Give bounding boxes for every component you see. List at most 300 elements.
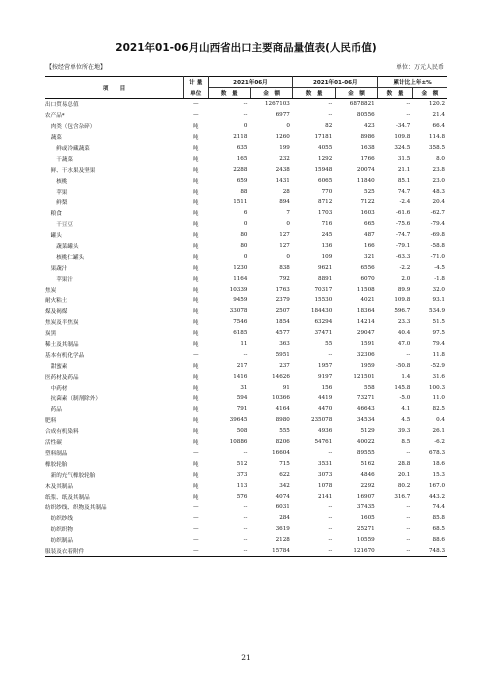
header-unit-top: 计 量	[183, 77, 208, 88]
month-quantity: 11	[240, 341, 248, 348]
cumulative-amount: 46643	[356, 406, 375, 413]
yoy-quantity: 1.4	[401, 373, 411, 380]
cumulative-quantity: --	[328, 515, 333, 522]
month-amount: 0	[286, 253, 290, 260]
table-row	[45, 415, 447, 426]
table-row	[45, 371, 447, 382]
table-row	[45, 448, 447, 459]
month-amount: 91	[282, 384, 290, 391]
yoy-quantity: 596.7	[394, 308, 411, 315]
table-row	[45, 273, 447, 284]
month-amount: 2379	[275, 297, 290, 304]
row-name: 新的充气橡胶轮胎	[45, 472, 96, 479]
header-period-cumulative: 2021年01-06月	[293, 77, 378, 88]
table-row	[45, 317, 447, 328]
row-unit: 吨	[192, 287, 199, 294]
cumulative-amount: 37435	[356, 504, 375, 511]
row-name: 出口贸易总值	[45, 102, 79, 109]
row-unit: 吨	[192, 440, 199, 447]
table-row	[45, 480, 447, 491]
yoy-quantity: --	[406, 504, 411, 511]
yoy-amount: 8.0	[436, 155, 445, 162]
cumulative-amount: 1959	[360, 362, 375, 369]
table-row	[45, 99, 447, 110]
cumulative-quantity: 9621	[318, 264, 333, 271]
table-row	[45, 132, 447, 143]
table-row	[45, 121, 447, 132]
month-quantity: 1416	[233, 373, 248, 380]
header-amt: 金 额	[335, 88, 377, 99]
cumulative-amount: 525	[364, 188, 375, 195]
cumulative-amount: 6878821	[349, 101, 375, 108]
cumulative-quantity: 70317	[314, 286, 333, 293]
row-name: 粮食	[45, 211, 62, 218]
yoy-quantity: 109.8	[394, 297, 411, 304]
table-row	[45, 284, 447, 295]
yoy-amount: 678.3	[428, 449, 445, 456]
month-quantity: 508	[236, 428, 248, 435]
month-amount: 1431	[275, 177, 290, 184]
yoy-quantity: 31.5	[397, 155, 411, 162]
yoy-quantity: 324.5	[394, 145, 411, 151]
yoy-amount: 74.4	[432, 504, 445, 511]
month-amount: 5951	[275, 351, 290, 358]
page-number: 21	[241, 653, 251, 662]
table-body	[45, 99, 447, 557]
month-amount: 16604	[272, 449, 290, 456]
month-quantity: 165	[236, 155, 248, 162]
cumulative-quantity: --	[328, 504, 333, 511]
row-unit: 吨	[192, 429, 199, 436]
yoy-amount: -62.7	[430, 210, 445, 217]
row-unit: 吨	[192, 407, 199, 414]
cumulative-amount: 321	[364, 253, 375, 260]
yoy-amount: 97.5	[432, 330, 445, 337]
month-quantity: --	[243, 112, 248, 119]
month-quantity: 80	[240, 232, 248, 239]
row-unit: 吨	[192, 418, 199, 425]
table-row	[45, 458, 447, 469]
yoy-quantity: 80.2	[397, 482, 411, 489]
month-amount: 8206	[275, 439, 290, 446]
month-quantity: --	[243, 101, 248, 108]
row-name: 鲜、干水果及坚果	[45, 167, 96, 174]
table-row	[45, 469, 447, 480]
month-amount: 1854	[275, 319, 290, 326]
yoy-quantity: 109.8	[394, 134, 411, 141]
yoy-quantity: 85.1	[397, 177, 411, 184]
row-name: 活性碳	[45, 440, 62, 447]
yoy-amount: -69.8	[430, 232, 445, 239]
yoy-quantity: 4.1	[401, 406, 411, 413]
yoy-amount: 85.8	[432, 515, 445, 522]
month-amount: 0	[286, 123, 290, 130]
month-amount: 14626	[272, 373, 290, 380]
month-quantity: 1164	[233, 275, 248, 282]
month-quantity: 6185	[233, 330, 248, 337]
cumulative-quantity: 37471	[314, 330, 333, 337]
yoy-quantity: 74.7	[397, 188, 411, 195]
table-row	[45, 513, 447, 524]
yoy-amount: 748.3	[412, 546, 447, 557]
month-amount: 127	[279, 232, 290, 239]
row-unit: 吨	[192, 309, 199, 316]
cumulative-quantity: 17181	[314, 134, 333, 141]
row-unit: —	[183, 546, 208, 557]
month-amount: 284	[279, 515, 290, 522]
row-name: 医药材及药品	[45, 374, 79, 381]
yoy-amount: -58.8	[430, 243, 445, 250]
yoy-amount: 48.3	[432, 188, 445, 195]
header-amt: 金 额	[250, 88, 292, 99]
yoy-quantity: 89.9	[397, 286, 411, 293]
cumulative-quantity: 2141	[318, 493, 333, 500]
row-unit: —	[192, 537, 199, 544]
row-unit: —	[192, 101, 199, 108]
month-quantity: 33078	[229, 308, 248, 315]
table-row	[45, 208, 447, 219]
yoy-amount: 79.4	[432, 341, 445, 348]
table-row	[45, 230, 447, 241]
subtitle-scope: 【按经营单位所在地】	[46, 64, 107, 71]
month-quantity: 2118	[233, 134, 248, 141]
yoy-quantity: -61.6	[395, 210, 411, 217]
cumulative-amount: 7122	[360, 199, 375, 206]
row-unit: 吨	[192, 331, 199, 338]
month-amount: 2507	[275, 308, 290, 315]
row-unit: 吨	[192, 494, 199, 501]
yoy-amount: -6.2	[434, 439, 445, 446]
cumulative-amount: 4021	[360, 297, 375, 304]
yoy-amount: 88.6	[432, 537, 445, 544]
header-qty: 数 量	[293, 88, 335, 99]
cumulative-quantity: 15530	[314, 297, 333, 304]
row-unit: 吨	[192, 396, 199, 403]
table-row	[45, 262, 447, 273]
cumulative-quantity: 6065	[318, 177, 333, 184]
cumulative-amount: 6070	[360, 275, 375, 282]
row-name: 肉类（包含杂碎）	[45, 124, 96, 131]
month-amount: 2128	[275, 537, 290, 544]
cumulative-amount: 1638	[360, 145, 375, 151]
yoy-amount: 534.9	[428, 308, 445, 315]
table-row	[45, 382, 447, 393]
row-name: 木及其制品	[45, 483, 73, 490]
yoy-amount: 120.2	[428, 101, 445, 108]
yoy-quantity: -5.0	[399, 395, 411, 402]
cumulative-quantity: 1078	[318, 482, 333, 489]
table-row	[45, 164, 447, 175]
table-row	[45, 328, 447, 339]
yoy-quantity: --	[406, 351, 411, 358]
month-amount: 7	[286, 210, 290, 217]
cumulative-amount: 20074	[356, 166, 375, 173]
cumulative-amount: 25271	[356, 526, 375, 533]
yoy-quantity: --	[406, 112, 411, 119]
cumulative-quantity: 235078	[310, 417, 333, 424]
row-unit: 吨	[192, 124, 199, 131]
yoy-amount: 32.0	[432, 286, 445, 293]
row-name: 纺织纱线	[45, 516, 73, 523]
row-unit: 吨	[192, 363, 199, 370]
row-unit: 吨	[192, 298, 199, 305]
table-row	[45, 241, 447, 252]
cumulative-amount: 121670	[335, 546, 377, 557]
month-quantity: 80	[240, 243, 248, 250]
month-quantity: --	[243, 537, 248, 544]
month-amount: 237	[279, 362, 290, 369]
month-quantity: --	[208, 546, 250, 557]
cumulative-quantity: 136	[321, 243, 333, 250]
row-name: 炭黑	[45, 331, 57, 338]
table-row	[45, 546, 447, 557]
yoy-amount: 15.3	[432, 471, 445, 478]
cumulative-amount: 14214	[356, 319, 375, 326]
row-name: 服装及衣着附件	[45, 546, 183, 557]
cumulative-amount: 1603	[360, 210, 375, 217]
cumulative-amount: 5129	[360, 428, 375, 435]
cumulative-quantity: 1703	[318, 210, 333, 217]
yoy-amount: 100.3	[428, 384, 445, 391]
cumulative-amount: 1605	[360, 515, 375, 522]
month-amount: 6977	[275, 112, 290, 119]
month-quantity: --	[243, 526, 248, 533]
yoy-quantity: --	[406, 515, 411, 522]
row-unit: 吨	[192, 189, 199, 196]
month-amount: 15784	[250, 546, 292, 557]
yoy-quantity: -2.2	[399, 264, 411, 271]
cumulative-quantity: 9197	[318, 373, 333, 380]
yoy-amount: 167.0	[428, 482, 445, 489]
row-unit: 吨	[192, 200, 199, 207]
month-quantity: 0	[243, 253, 248, 260]
cumulative-quantity: 15948	[314, 166, 333, 173]
month-amount: 28	[282, 188, 290, 195]
row-name: 罐头	[45, 233, 62, 240]
cumulative-quantity: 109	[321, 253, 333, 260]
row-unit: 吨	[192, 483, 199, 490]
month-amount: 838	[279, 264, 290, 271]
row-name: 稀土及其制品	[45, 342, 79, 349]
row-name: 核桃	[45, 178, 68, 185]
row-name: 鲜或冷藏蔬菜	[45, 146, 90, 152]
cumulative-quantity: --	[328, 526, 333, 533]
yoy-quantity: 23.3	[397, 319, 411, 326]
month-quantity: 6	[243, 210, 248, 217]
yoy-amount: 0.4	[436, 417, 445, 424]
yoy-quantity: 21.1	[397, 166, 411, 173]
yoy-quantity: 40.4	[397, 330, 411, 337]
cumulative-amount: 1766	[360, 155, 375, 162]
yoy-amount: -4.5	[434, 264, 445, 271]
month-quantity: 373	[236, 471, 248, 478]
row-name: 果蔬汁	[45, 265, 68, 272]
row-unit: —	[192, 504, 199, 511]
row-unit: 吨	[192, 146, 199, 152]
cumulative-quantity: 716	[321, 221, 333, 228]
month-amount: 894	[279, 199, 290, 206]
yoy-quantity: 2.0	[401, 275, 411, 282]
month-quantity: 39645	[229, 417, 248, 424]
row-unit: —	[192, 515, 199, 522]
cumulative-amount: 558	[364, 384, 375, 391]
cumulative-quantity: 4419	[318, 395, 333, 402]
export-table	[45, 76, 447, 557]
table-row	[45, 360, 447, 371]
month-quantity: 31	[240, 384, 248, 391]
cumulative-quantity: 4055	[318, 145, 333, 151]
row-unit: 吨	[192, 320, 199, 327]
table-row	[45, 175, 447, 186]
month-quantity: 0	[243, 123, 248, 130]
cumulative-amount: 16907	[356, 493, 375, 500]
row-unit: —	[192, 112, 199, 119]
month-amount: 232	[279, 155, 290, 162]
row-unit: —	[192, 351, 199, 358]
yoy-quantity: -63.3	[395, 253, 411, 260]
cumulative-amount: 34534	[356, 417, 375, 424]
month-amount: 4074	[275, 493, 290, 500]
cumulative-quantity: 770	[321, 188, 333, 195]
row-name: 基本有机化学品	[45, 352, 85, 359]
month-quantity: 9459	[233, 297, 248, 304]
yoy-quantity: -50.8	[395, 362, 411, 369]
month-quantity: 635	[236, 145, 248, 151]
month-quantity: 576	[236, 493, 248, 500]
yoy-amount: -52.9	[430, 362, 445, 369]
cumulative-amount: 6556	[360, 264, 375, 271]
row-name: 苹果	[45, 189, 68, 196]
cumulative-amount: 73271	[356, 395, 375, 402]
cumulative-quantity: 4470	[318, 406, 333, 413]
cumulative-quantity: --	[293, 546, 335, 557]
row-name: 纸浆、纸及其制品	[45, 494, 90, 501]
yoy-amount: 18.6	[432, 460, 445, 467]
row-name: 药品	[45, 407, 62, 414]
month-quantity: 113	[236, 482, 248, 489]
cumulative-quantity: --	[328, 101, 333, 108]
row-name: 纺织纱线、织物及其制品	[45, 505, 107, 512]
month-quantity: 0	[243, 221, 248, 228]
row-unit: 吨	[192, 254, 199, 261]
month-quantity: 2288	[233, 166, 248, 173]
cumulative-quantity: 82	[325, 123, 333, 130]
yoy-amount: 82.5	[432, 406, 445, 413]
month-amount: 0	[286, 221, 290, 228]
cumulative-amount: 121501	[353, 373, 375, 380]
cumulative-amount: 11840	[356, 177, 375, 184]
month-amount: 4164	[275, 406, 290, 413]
row-unit: 吨	[192, 276, 199, 283]
row-name: 纺织织物	[45, 527, 73, 534]
yoy-quantity: --	[378, 546, 413, 557]
yoy-quantity: --	[406, 526, 411, 533]
month-quantity: --	[243, 449, 248, 456]
header-yoy: 累计比上年±%	[378, 77, 447, 88]
table-row	[45, 437, 447, 448]
cumulative-quantity: 8712	[318, 199, 333, 206]
table-row	[45, 524, 447, 535]
yoy-amount: 20.4	[432, 199, 445, 206]
cumulative-quantity: --	[328, 112, 333, 119]
table-row	[45, 426, 447, 437]
row-name: 干蔬菜	[45, 156, 73, 163]
yoy-quantity: --	[406, 537, 411, 544]
month-quantity: 791	[236, 406, 248, 413]
yoy-quantity: -34.7	[395, 123, 411, 130]
cumulative-quantity: 3073	[318, 471, 333, 478]
row-unit: 吨	[192, 167, 199, 174]
row-name: 塑料制品	[45, 450, 68, 457]
cumulative-amount: 10559	[356, 537, 375, 544]
yoy-amount: -1.8	[434, 275, 445, 282]
yoy-amount: 66.4	[432, 123, 445, 130]
yoy-quantity: 20.1	[397, 471, 411, 478]
yoy-quantity: 316.7	[394, 493, 411, 500]
cumulative-quantity: 1292	[318, 155, 333, 162]
yoy-quantity: --	[406, 101, 411, 108]
month-amount: 4577	[275, 330, 290, 337]
yoy-amount: -79.4	[430, 221, 445, 228]
month-amount: 555	[279, 428, 290, 435]
cumulative-amount: 2292	[360, 482, 375, 489]
yoy-amount: 114.8	[428, 134, 445, 141]
table-row	[45, 535, 447, 546]
row-unit: —	[192, 526, 199, 533]
month-quantity: --	[243, 515, 248, 522]
row-unit: 吨	[192, 472, 199, 479]
yoy-quantity: 4.5	[401, 417, 411, 424]
cumulative-amount: 5162	[360, 460, 375, 467]
yoy-amount: 11.0	[432, 395, 445, 402]
row-name: 焦炭及半焦炭	[45, 320, 79, 327]
yoy-quantity: -79.1	[395, 243, 411, 250]
cumulative-amount: 4846	[360, 471, 375, 478]
yoy-quantity: 39.3	[397, 428, 411, 435]
month-amount: 10366	[272, 395, 290, 402]
month-amount: 792	[279, 275, 290, 282]
cumulative-amount: 29047	[356, 330, 375, 337]
cumulative-amount: 487	[364, 232, 375, 239]
header-amt: 金 额	[412, 88, 447, 99]
row-unit: 吨	[192, 461, 199, 468]
row-name: 橡胶轮胎	[45, 461, 68, 468]
cumulative-quantity: 184430	[310, 308, 333, 315]
row-name: 纺织制品	[45, 538, 73, 545]
yoy-quantity: 47.0	[397, 341, 411, 348]
row-unit: 吨	[192, 374, 199, 381]
row-unit: 吨	[192, 385, 199, 392]
yoy-amount: 26.1	[432, 428, 445, 435]
row-name: 中药材	[45, 385, 68, 392]
header-period-month: 2021年06月	[208, 77, 293, 88]
month-quantity: 217	[236, 362, 248, 369]
cumulative-quantity: 63294	[314, 319, 333, 326]
yoy-amount: 23.0	[432, 177, 445, 184]
month-quantity: 88	[240, 188, 248, 195]
row-name: 肥料	[45, 418, 57, 425]
yoy-amount: 443.2	[428, 493, 445, 500]
yoy-amount: 31.6	[432, 373, 445, 380]
cumulative-quantity: 4936	[318, 428, 333, 435]
month-amount: 8980	[275, 417, 290, 424]
month-amount: 6031	[275, 504, 290, 511]
cumulative-amount: 32306	[356, 351, 375, 358]
yoy-quantity: 145.8	[394, 384, 411, 391]
table-row	[45, 404, 447, 415]
month-quantity: 10886	[229, 439, 248, 446]
table-row	[45, 393, 447, 404]
